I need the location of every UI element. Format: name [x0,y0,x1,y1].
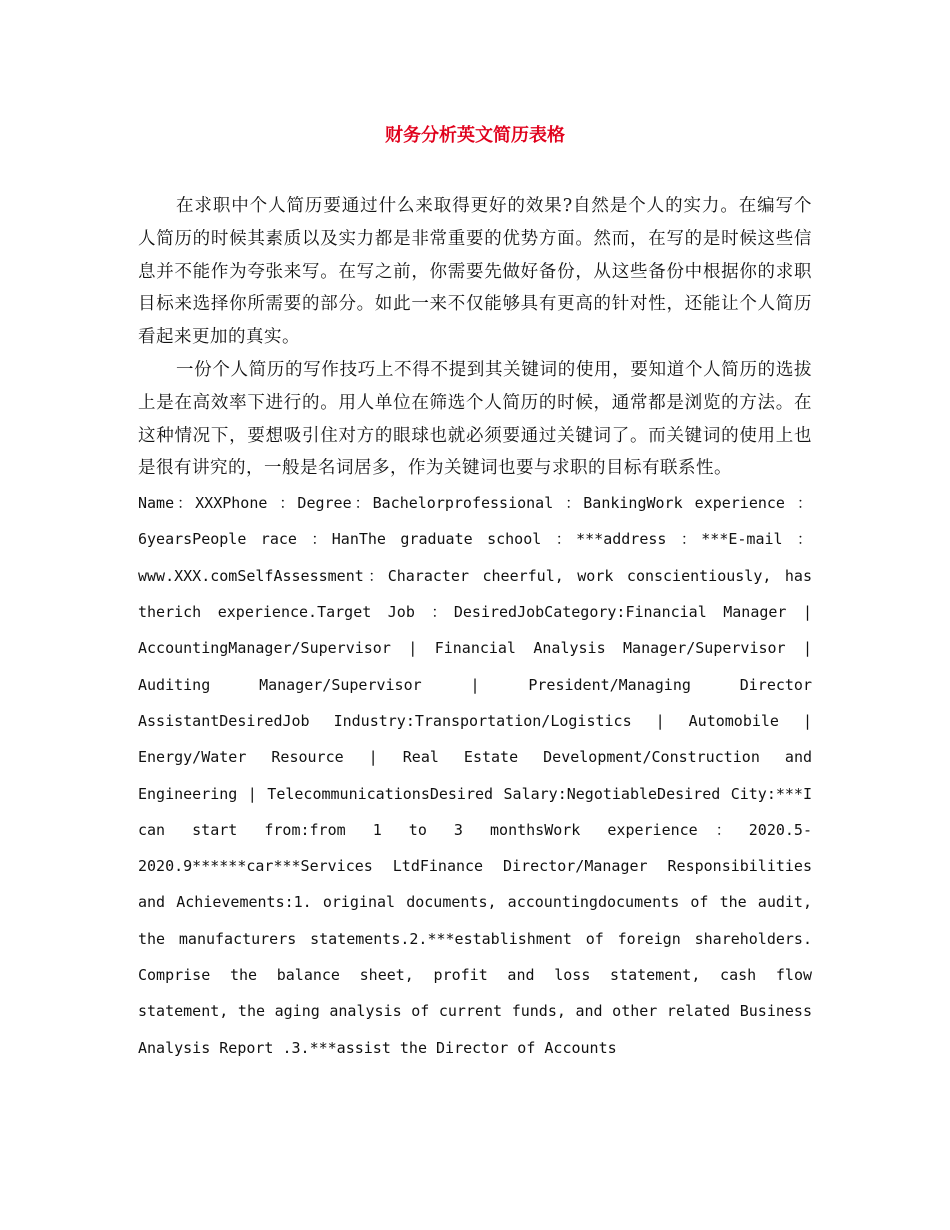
resume-text: Name：XXXPhone ：Degree：Bachelorprofessional ：BankingWork experience ：6yearsPeople race ：HanThe graduate school ：***address ：***E-mail ：www.XXX.comSelfAssessment：Character cheerful, work conscientiously, has therich experience.Target Job ：DesiredJobCategory:Financial Manager | AccountingManager/Supervisor | Financial Analysis Manager/Supervisor | Auditing Manager/Supervisor | President/Managing Director AssistantDesiredJob Industry:Transportation/Logistics | Automobile | Energy/Water Resource | Real Estate Development/Construction and Engineering | TelecommunicationsDesired Salary:NegotiableDesired City:***I can start from:from 1 to 3 monthsWork experience：2020.5-2020.9******car***Services LtdFinance Director/Manager Responsibilities and Achievements:1. original documents, accountingdocuments of the audit, the manufacturers statements.2.***establishment of foreign shareholders. Comprise the balance sheet, profit and loss statement, cash flow statement, the aging analysis of current funds, and other related Business Analysis Report .3.***assist the Director of Accounts [138,494,812,1057]
document-title: 财务分析英文简历表格 [385,125,565,146]
keywords-paragraph: 一份个人简历的写作技巧上不得不提到其关键词的使用，要知道个人简历的选拔上是在高效率下进行的。用人单位在筛选个人简历的时候，通常都是浏览的方法。在这种情况下，要想吸引住对方的眼球也就必须要通过关键词了。而关键词的使用上也是很有讲究的，一般是名词居多，作为关键词也要与求职的目标有联系性。 [138,359,812,479]
intro-paragraph: 在求职中个人简历要通过什么来取得更好的效果?自然是个人的实力。在编写个人简历的时候其素质以及实力都是非常重要的优势方面。然而，在写的是时候这些信息并不能作为夸张来写。在写之前，你需要先做好备份，从这些备份中根据你的求职目标来选择你所需要的部分。如此一来不仅能够具有更高的针对性，还能让个人简历看起来更加的真实。 [138,196,812,348]
document-body [138,190,812,1066]
